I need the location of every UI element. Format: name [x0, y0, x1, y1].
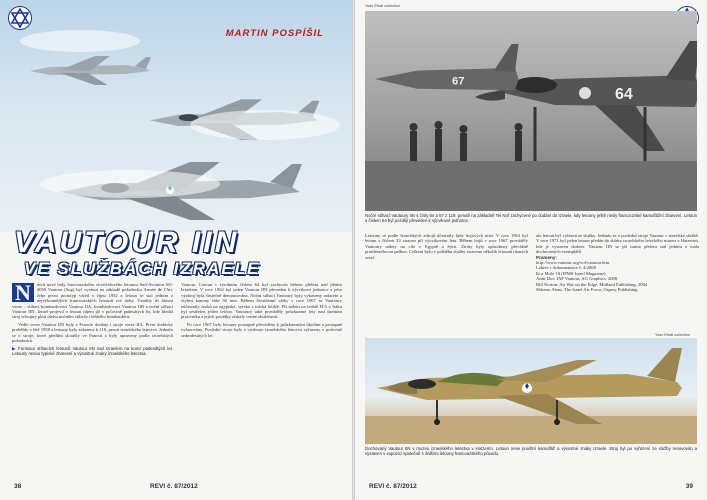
- source-item: Bill Norton: Air War on the Edge, Midland Publishing, 2004: [536, 281, 648, 287]
- left-col2-text2: Po roce 1967 byly letouny postupně převáděny k průzkumným úkolům a postupně vyřazovány. Poslední stroje byly z výzbroje izraelského letectva vyřazeny v polovině sedmdesátých let.: [181, 321, 342, 338]
- photo-credit-bottom: Yoav Efrati collection: [655, 333, 691, 337]
- star-of-david-icon: [8, 6, 32, 30]
- page-number-right: 39: [685, 483, 693, 490]
- left-body-columns: [12, 282, 342, 472]
- left-col2-text: Vautour. Letoun s výrobním číslem 64 byl zachycen během přeletu nad jižním Izraelem. V roce 1962 byl jeden Vautour IIN převeden k výcvikové jednotce a jeho výzbroj byla částečně demontována. Noční stíhací Vautoury byly vybaveny radarem a čtyřmi kanony ráže 30 mm. Během Šestidenní války v roce 1967 se Vautoury zúčastnily útoků na egyptská, syrská a irácká letiště. Při náletu na letiště H-3 v Iráku byl sestřelen jeden letoun. Vautoury také prováděly průzkumné lety nad územím protivníka a jejich posádky získaly cenné zkušenosti.: [181, 282, 342, 320]
- page-number-left: 38: [14, 483, 22, 490]
- source-item: Kos Mole 18 (IPMS Israel Magazine): [536, 270, 606, 276]
- svg-text:64: 64: [615, 86, 633, 103]
- article-title: VAUTOUR IIN: [14, 226, 240, 259]
- left-col1-text: ávrh nové řady francouzského víceúčelového letounu Sud-Aviation SO-4050 Vautour (Sup) byl vyvinut na základě požadavku Armée de l'Air. Jeho první prototyp vzlétl v říjnu 1952 a letoun se stal jedním z nejvýkonnějších francouzských letounů své doby. Vznikly tři hlavní verze – stíhací bombardovací Vautour IIA, bombardovací Vautour IIB a noční stíhací Vautour IIN. Izrael projevil o letoun zájem již v polovině padesátých let, kdy hledal stroj schopný plnit úlohu nočního stíhače i lehkého bombardéru.: [12, 282, 173, 320]
- right-page: [355, 0, 707, 500]
- left-page: [0, 0, 352, 500]
- right-column-2: ale letoun byl vyřazen ze služby. Jednalo se o poslední stroje Vautour v izraelské službě. V roce 1971 byl jeden letoun předán do sbírky izraelského leteckého muzea v Hatzerim, kde je vystaven dodnes. Vautour IIN se při tomto přeletu stal jedním z mála dochovaných exemplářů. Prameny: http://www.vautour.org/vol/vautour.htm Lehrer + dokumentace č. 4/2008 Kos Mole 18 (IPMS Israel Magazine) Amir Dor: IAF Vautour, AG Graphics, 2008 Bill Norton: Air War on the Edge, Midland Publishing, 2004 Shlomo Aloni: The Israel Air Force, Osprey Publishing: [536, 233, 699, 293]
- issue-label-left: REVI č. 87/2012: [150, 483, 198, 490]
- right-column-1: Letouny se podle Izraelských zdrojů účastnily řady bojových misí. V roce 1963 byl letoun s číslem 33 ztracen při výcvikovém letu. Během bojů v roce 1967 prováděly Vautoury nálety na cíle v Egyptě a Sýrii. Ztráty byly způsobeny převážně protiletadlovou palbou. Celkem bylo v průběhu služby ztraceno několik letounů různých verzí.: [365, 233, 528, 260]
- issue-label-right: REVI č. 87/2012: [369, 483, 417, 490]
- color-museum-photo: [365, 338, 697, 444]
- drop-cap: N: [12, 283, 34, 302]
- left-column-1: [12, 282, 173, 472]
- source-item: http://www.vautour.org/vol/vautour.htm: [536, 260, 610, 266]
- sources-block: [536, 255, 699, 293]
- grounded-aircraft-illustration: [365, 11, 697, 211]
- left-col1-text2: Vedle verze Vautour IIN byly z Francie dodány i stroje verze IIA. První dodávky proběhly v létě 1958 a letouny byly zařazeny k 110. peruti izraelského letectva. Jednalo se o stroje, které předtím sloužily ve Francii a byly upraveny podle izraelských požadavků.: [12, 321, 173, 344]
- svg-text:67: 67: [452, 75, 465, 88]
- source-item: Shlomo Aloni: The Israel Air Force, Osprey Publishing: [536, 287, 638, 293]
- photo-credit-top: Yoav Efrati collection: [365, 4, 401, 8]
- source-item: Lehrer + dokumentace č. 4/2008: [536, 265, 596, 271]
- source-item: Amir Dor: IAF Vautour, AG Graphics, 2008: [536, 276, 618, 282]
- bw-airfield-photo: [365, 11, 697, 211]
- sources-title: Prameny:: [536, 254, 557, 260]
- article-subtitle: VE SLUŽBÁCH IZRAELE: [24, 259, 261, 278]
- bottom-photo-caption: Dochovaný Vautour IIN v muzeu izraelského letectva v Hatzerim. Letoun nese pouštní kamufláž a výsostné znaky Izraele. Stroj byl po vyřazení ze služby renovován a vystaven v expozici společně s dalšími letouny francouzského původu.: [365, 446, 697, 456]
- photo-caption: ▶ Formace stíhacích letounů Vautour IIN nad Izraelem na konci padesátých let. Letouny nesou typické zbarvení a výsostné znaky izraelského letectva.: [12, 346, 173, 357]
- top-photo-caption: Noční stíhací Vautoury IIN s čísly 64 a 67 z 119. perutě na základně Tel Nof zachycené po dodání do Izraele, kdy letouny ještě nesly francouzské kamuflážní zbarvení. Letoun s číslem 64 byl později převeden k výcvikové jednotce.: [365, 213, 697, 223]
- left-column-2: [181, 282, 342, 472]
- museum-aircraft-illustration: [365, 338, 697, 444]
- author-name: MARTIN POSPÍŠIL: [225, 28, 324, 39]
- right-body-columns: [365, 233, 699, 327]
